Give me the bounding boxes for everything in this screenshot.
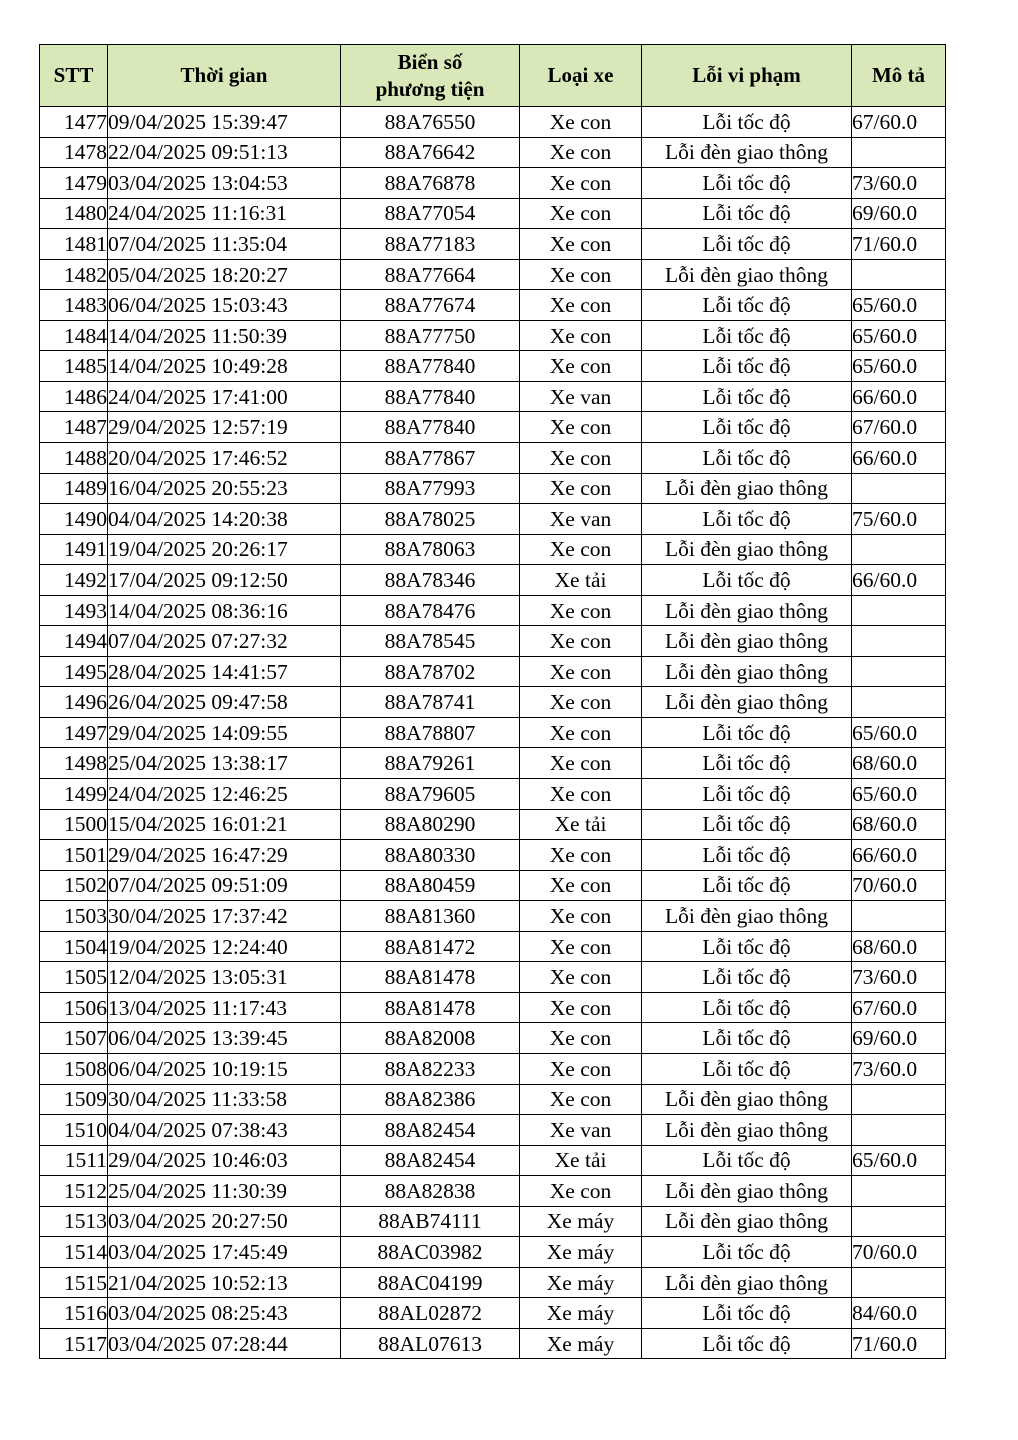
cell-description	[852, 1176, 946, 1207]
cell-description: 67/60.0	[852, 107, 946, 138]
cell-stt: 1489	[40, 473, 108, 504]
table-row	[40, 595, 946, 626]
table-row	[40, 1145, 946, 1176]
cell-description	[852, 1084, 946, 1115]
cell-vehicle-type: Xe con	[520, 931, 642, 962]
cell-violation: Lỗi đèn giao thông	[642, 1206, 852, 1237]
cell-vehicle-type: Xe con	[520, 962, 642, 993]
cell-vehicle-type: Xe con	[520, 656, 642, 687]
cell-time: 21/04/2025 10:52:13	[108, 1267, 341, 1298]
cell-time: 30/04/2025 11:33:58	[108, 1084, 341, 1115]
cell-stt: 1515	[40, 1267, 108, 1298]
cell-violation: Lỗi tốc độ	[642, 840, 852, 871]
cell-violation: Lỗi tốc độ	[642, 1328, 852, 1359]
cell-description: 69/60.0	[852, 198, 946, 229]
cell-violation: Lỗi đèn giao thông	[642, 687, 852, 718]
cell-time: 13/04/2025 11:17:43	[108, 992, 341, 1023]
cell-plate: 88A81478	[341, 992, 520, 1023]
cell-stt: 1513	[40, 1206, 108, 1237]
cell-vehicle-type: Xe con	[520, 1176, 642, 1207]
cell-description	[852, 534, 946, 565]
table-row	[40, 840, 946, 871]
cell-time: 03/04/2025 08:25:43	[108, 1298, 341, 1329]
cell-time: 20/04/2025 17:46:52	[108, 443, 341, 474]
cell-vehicle-type: Xe tải	[520, 1145, 642, 1176]
cell-time: 06/04/2025 13:39:45	[108, 1023, 341, 1054]
cell-vehicle-type: Xe con	[520, 687, 642, 718]
cell-plate: 88A77183	[341, 229, 520, 260]
cell-time: 29/04/2025 16:47:29	[108, 840, 341, 871]
cell-description	[852, 1267, 946, 1298]
cell-stt: 1483	[40, 290, 108, 321]
cell-description	[852, 1206, 946, 1237]
header-time: Thời gian	[108, 45, 341, 107]
cell-stt: 1495	[40, 656, 108, 687]
cell-time: 06/04/2025 15:03:43	[108, 290, 341, 321]
cell-time: 03/04/2025 20:27:50	[108, 1206, 341, 1237]
cell-description: 70/60.0	[852, 870, 946, 901]
cell-time: 12/04/2025 13:05:31	[108, 962, 341, 993]
cell-violation: Lỗi đèn giao thông	[642, 1176, 852, 1207]
cell-stt: 1517	[40, 1328, 108, 1359]
cell-time: 05/04/2025 18:20:27	[108, 259, 341, 290]
cell-vehicle-type: Xe con	[520, 198, 642, 229]
cell-stt: 1477	[40, 107, 108, 138]
cell-vehicle-type: Xe tải	[520, 565, 642, 596]
cell-stt: 1487	[40, 412, 108, 443]
cell-time: 24/04/2025 11:16:31	[108, 198, 341, 229]
table-header	[40, 45, 946, 107]
cell-stt: 1480	[40, 198, 108, 229]
cell-violation: Lỗi tốc độ	[642, 229, 852, 260]
header-plate	[341, 45, 520, 107]
table-row	[40, 748, 946, 779]
table-row	[40, 901, 946, 932]
cell-description: 84/60.0	[852, 1298, 946, 1329]
cell-violation: Lỗi tốc độ	[642, 351, 852, 382]
table-row	[40, 1267, 946, 1298]
cell-description: 69/60.0	[852, 1023, 946, 1054]
cell-plate: 88AC03982	[341, 1237, 520, 1268]
table-row	[40, 1084, 946, 1115]
table-row	[40, 198, 946, 229]
header-stt: STT	[40, 45, 108, 107]
table-row	[40, 1298, 946, 1329]
cell-description: 66/60.0	[852, 443, 946, 474]
cell-violation: Lỗi tốc độ	[642, 1298, 852, 1329]
cell-stt: 1478	[40, 137, 108, 168]
cell-violation: Lỗi tốc độ	[642, 717, 852, 748]
cell-vehicle-type: Xe con	[520, 1023, 642, 1054]
cell-violation: Lỗi tốc độ	[642, 809, 852, 840]
cell-time: 04/04/2025 07:38:43	[108, 1115, 341, 1146]
cell-violation: Lỗi tốc độ	[642, 504, 852, 535]
table-row	[40, 1237, 946, 1268]
cell-time: 28/04/2025 14:41:57	[108, 656, 341, 687]
cell-violation: Lỗi tốc độ	[642, 107, 852, 138]
cell-violation: Lỗi tốc độ	[642, 412, 852, 443]
cell-stt: 1501	[40, 840, 108, 871]
cell-vehicle-type: Xe van	[520, 504, 642, 535]
cell-time: 07/04/2025 07:27:32	[108, 626, 341, 657]
table-row	[40, 809, 946, 840]
cell-stt: 1499	[40, 779, 108, 810]
cell-violation: Lỗi tốc độ	[642, 320, 852, 351]
cell-time: 24/04/2025 17:41:00	[108, 381, 341, 412]
cell-stt: 1482	[40, 259, 108, 290]
cell-plate: 88A78025	[341, 504, 520, 535]
table-row	[40, 1115, 946, 1146]
cell-plate: 88A82454	[341, 1115, 520, 1146]
cell-violation: Lỗi tốc độ	[642, 1145, 852, 1176]
cell-stt: 1510	[40, 1115, 108, 1146]
cell-description: 65/60.0	[852, 779, 946, 810]
cell-time: 14/04/2025 10:49:28	[108, 351, 341, 382]
table-row	[40, 717, 946, 748]
table-row	[40, 473, 946, 504]
cell-violation: Lỗi đèn giao thông	[642, 534, 852, 565]
table-row	[40, 412, 946, 443]
table-row	[40, 168, 946, 199]
table-row	[40, 534, 946, 565]
cell-violation: Lỗi tốc độ	[642, 870, 852, 901]
cell-description: 68/60.0	[852, 931, 946, 962]
cell-stt: 1516	[40, 1298, 108, 1329]
cell-stt: 1493	[40, 595, 108, 626]
cell-plate: 88A78741	[341, 687, 520, 718]
cell-vehicle-type: Xe con	[520, 595, 642, 626]
table-row	[40, 1206, 946, 1237]
cell-violation: Lỗi tốc độ	[642, 779, 852, 810]
cell-description: 65/60.0	[852, 320, 946, 351]
table-row	[40, 1053, 946, 1084]
cell-vehicle-type: Xe máy	[520, 1206, 642, 1237]
cell-description: 66/60.0	[852, 565, 946, 596]
cell-stt: 1502	[40, 870, 108, 901]
cell-description: 66/60.0	[852, 381, 946, 412]
cell-violation: Lỗi đèn giao thông	[642, 1115, 852, 1146]
cell-vehicle-type: Xe con	[520, 992, 642, 1023]
table-row	[40, 962, 946, 993]
cell-stt: 1486	[40, 381, 108, 412]
cell-violation: Lỗi tốc độ	[642, 381, 852, 412]
table-row	[40, 107, 946, 138]
cell-violation: Lỗi tốc độ	[642, 1053, 852, 1084]
table-row	[40, 290, 946, 321]
cell-plate: 88A76642	[341, 137, 520, 168]
violations-table	[39, 44, 946, 1359]
cell-violation: Lỗi tốc độ	[642, 962, 852, 993]
cell-stt: 1492	[40, 565, 108, 596]
cell-stt: 1503	[40, 901, 108, 932]
cell-description: 75/60.0	[852, 504, 946, 535]
cell-vehicle-type: Xe con	[520, 137, 642, 168]
table-row	[40, 992, 946, 1023]
cell-time: 24/04/2025 12:46:25	[108, 779, 341, 810]
cell-time: 29/04/2025 14:09:55	[108, 717, 341, 748]
cell-stt: 1514	[40, 1237, 108, 1268]
cell-plate: 88A77054	[341, 198, 520, 229]
cell-description: 65/60.0	[852, 351, 946, 382]
cell-violation: Lỗi đèn giao thông	[642, 626, 852, 657]
header-row	[40, 45, 946, 107]
cell-time: 07/04/2025 09:51:09	[108, 870, 341, 901]
table-row	[40, 229, 946, 260]
cell-description	[852, 1115, 946, 1146]
table-row	[40, 1328, 946, 1359]
cell-vehicle-type: Xe con	[520, 107, 642, 138]
cell-plate: 88A78063	[341, 534, 520, 565]
cell-stt: 1500	[40, 809, 108, 840]
cell-time: 03/04/2025 07:28:44	[108, 1328, 341, 1359]
cell-plate: 88A82233	[341, 1053, 520, 1084]
cell-vehicle-type: Xe con	[520, 473, 642, 504]
cell-time: 17/04/2025 09:12:50	[108, 565, 341, 596]
table-row	[40, 870, 946, 901]
cell-stt: 1506	[40, 992, 108, 1023]
cell-vehicle-type: Xe con	[520, 779, 642, 810]
cell-plate: 88A77674	[341, 290, 520, 321]
cell-violation: Lỗi tốc độ	[642, 168, 852, 199]
cell-description: 71/60.0	[852, 1328, 946, 1359]
cell-time: 25/04/2025 13:38:17	[108, 748, 341, 779]
table-row	[40, 1023, 946, 1054]
cell-stt: 1494	[40, 626, 108, 657]
cell-vehicle-type: Xe máy	[520, 1298, 642, 1329]
cell-vehicle-type: Xe con	[520, 259, 642, 290]
cell-vehicle-type: Xe con	[520, 748, 642, 779]
cell-time: 09/04/2025 15:39:47	[108, 107, 341, 138]
cell-stt: 1491	[40, 534, 108, 565]
cell-time: 14/04/2025 08:36:16	[108, 595, 341, 626]
cell-time: 07/04/2025 11:35:04	[108, 229, 341, 260]
cell-vehicle-type: Xe con	[520, 717, 642, 748]
cell-vehicle-type: Xe con	[520, 290, 642, 321]
cell-time: 03/04/2025 13:04:53	[108, 168, 341, 199]
cell-time: 25/04/2025 11:30:39	[108, 1176, 341, 1207]
cell-stt: 1508	[40, 1053, 108, 1084]
cell-vehicle-type: Xe van	[520, 381, 642, 412]
cell-stt: 1497	[40, 717, 108, 748]
cell-vehicle-type: Xe con	[520, 351, 642, 382]
cell-plate: 88A81478	[341, 962, 520, 993]
cell-stt: 1490	[40, 504, 108, 535]
table-row	[40, 779, 946, 810]
table-row	[40, 687, 946, 718]
cell-violation: Lỗi đèn giao thông	[642, 137, 852, 168]
cell-violation: Lỗi đèn giao thông	[642, 473, 852, 504]
cell-description	[852, 656, 946, 687]
cell-violation: Lỗi tốc độ	[642, 290, 852, 321]
cell-vehicle-type: Xe con	[520, 168, 642, 199]
table-row	[40, 656, 946, 687]
cell-plate: 88A76878	[341, 168, 520, 199]
cell-violation: Lỗi tốc độ	[642, 1023, 852, 1054]
cell-violation: Lỗi đèn giao thông	[642, 901, 852, 932]
table-row	[40, 443, 946, 474]
cell-plate: 88A82454	[341, 1145, 520, 1176]
cell-time: 30/04/2025 17:37:42	[108, 901, 341, 932]
cell-description	[852, 687, 946, 718]
cell-vehicle-type: Xe tải	[520, 809, 642, 840]
cell-vehicle-type: Xe con	[520, 1053, 642, 1084]
cell-description: 70/60.0	[852, 1237, 946, 1268]
header-vehicle-type: Loại xe	[520, 45, 642, 107]
cell-description: 68/60.0	[852, 748, 946, 779]
cell-violation: Lỗi tốc độ	[642, 443, 852, 474]
table-row	[40, 320, 946, 351]
cell-description: 67/60.0	[852, 412, 946, 443]
cell-plate: 88A77993	[341, 473, 520, 504]
cell-plate: 88A80459	[341, 870, 520, 901]
cell-plate: 88A78702	[341, 656, 520, 687]
cell-description: 73/60.0	[852, 168, 946, 199]
cell-time: 15/04/2025 16:01:21	[108, 809, 341, 840]
cell-plate: 88AC04199	[341, 1267, 520, 1298]
cell-vehicle-type: Xe máy	[520, 1267, 642, 1298]
table-row	[40, 137, 946, 168]
cell-plate: 88A76550	[341, 107, 520, 138]
cell-vehicle-type: Xe máy	[520, 1237, 642, 1268]
table-row	[40, 931, 946, 962]
cell-stt: 1485	[40, 351, 108, 382]
cell-plate: 88A78476	[341, 595, 520, 626]
cell-description: 65/60.0	[852, 290, 946, 321]
cell-time: 29/04/2025 10:46:03	[108, 1145, 341, 1176]
cell-plate: 88A80290	[341, 809, 520, 840]
cell-plate: 88A77867	[341, 443, 520, 474]
cell-vehicle-type: Xe con	[520, 840, 642, 871]
cell-plate: 88A82386	[341, 1084, 520, 1115]
cell-violation: Lỗi đèn giao thông	[642, 656, 852, 687]
cell-time: 16/04/2025 20:55:23	[108, 473, 341, 504]
cell-plate: 88A78346	[341, 565, 520, 596]
cell-plate: 88A77664	[341, 259, 520, 290]
cell-plate: 88AB74111	[341, 1206, 520, 1237]
cell-stt: 1511	[40, 1145, 108, 1176]
cell-stt: 1481	[40, 229, 108, 260]
cell-description: 65/60.0	[852, 717, 946, 748]
cell-plate: 88A79261	[341, 748, 520, 779]
cell-plate: 88A77840	[341, 351, 520, 382]
cell-plate: 88A77750	[341, 320, 520, 351]
cell-vehicle-type: Xe con	[520, 320, 642, 351]
cell-stt: 1488	[40, 443, 108, 474]
cell-stt: 1496	[40, 687, 108, 718]
header-description: Mô tả	[852, 45, 946, 107]
cell-time: 04/04/2025 14:20:38	[108, 504, 341, 535]
cell-vehicle-type: Xe con	[520, 870, 642, 901]
table-row	[40, 351, 946, 382]
cell-time: 26/04/2025 09:47:58	[108, 687, 341, 718]
cell-description: 73/60.0	[852, 1053, 946, 1084]
cell-stt: 1498	[40, 748, 108, 779]
cell-plate: 88A77840	[341, 381, 520, 412]
cell-vehicle-type: Xe con	[520, 626, 642, 657]
table-row	[40, 1176, 946, 1207]
cell-violation: Lỗi đèn giao thông	[642, 259, 852, 290]
cell-vehicle-type: Xe con	[520, 534, 642, 565]
table-body	[40, 107, 946, 1359]
cell-vehicle-type: Xe van	[520, 1115, 642, 1146]
cell-description	[852, 626, 946, 657]
header-violation: Lỗi vi phạm	[642, 45, 852, 107]
table-row	[40, 259, 946, 290]
cell-violation: Lỗi đèn giao thông	[642, 1084, 852, 1115]
table-row	[40, 565, 946, 596]
header-plate-line2: phương tiện	[375, 76, 485, 101]
cell-violation: Lỗi đèn giao thông	[642, 595, 852, 626]
cell-time: 19/04/2025 20:26:17	[108, 534, 341, 565]
cell-description: 65/60.0	[852, 1145, 946, 1176]
cell-plate: 88A82838	[341, 1176, 520, 1207]
cell-plate: 88A78545	[341, 626, 520, 657]
cell-description	[852, 259, 946, 290]
cell-violation: Lỗi tốc độ	[642, 565, 852, 596]
table-row	[40, 381, 946, 412]
cell-stt: 1512	[40, 1176, 108, 1207]
cell-description	[852, 901, 946, 932]
cell-vehicle-type: Xe con	[520, 412, 642, 443]
cell-plate: 88A81472	[341, 931, 520, 962]
cell-vehicle-type: Xe máy	[520, 1328, 642, 1359]
cell-stt: 1507	[40, 1023, 108, 1054]
cell-plate: 88A79605	[341, 779, 520, 810]
cell-violation: Lỗi đèn giao thông	[642, 1267, 852, 1298]
header-plate-line1: Biển số	[397, 49, 463, 74]
cell-plate: 88AL02872	[341, 1298, 520, 1329]
cell-violation: Lỗi tốc độ	[642, 1237, 852, 1268]
cell-time: 14/04/2025 11:50:39	[108, 320, 341, 351]
cell-time: 19/04/2025 12:24:40	[108, 931, 341, 962]
cell-description: 73/60.0	[852, 962, 946, 993]
cell-vehicle-type: Xe con	[520, 229, 642, 260]
cell-plate: 88A78807	[341, 717, 520, 748]
cell-plate: 88A81360	[341, 901, 520, 932]
cell-stt: 1505	[40, 962, 108, 993]
cell-time: 06/04/2025 10:19:15	[108, 1053, 341, 1084]
cell-description: 67/60.0	[852, 992, 946, 1023]
cell-time: 22/04/2025 09:51:13	[108, 137, 341, 168]
cell-stt: 1504	[40, 931, 108, 962]
cell-description	[852, 473, 946, 504]
cell-vehicle-type: Xe con	[520, 1084, 642, 1115]
cell-violation: Lỗi tốc độ	[642, 198, 852, 229]
cell-violation: Lỗi tốc độ	[642, 748, 852, 779]
cell-vehicle-type: Xe con	[520, 901, 642, 932]
cell-time: 03/04/2025 17:45:49	[108, 1237, 341, 1268]
cell-violation: Lỗi tốc độ	[642, 992, 852, 1023]
cell-stt: 1479	[40, 168, 108, 199]
table-row	[40, 504, 946, 535]
cell-plate: 88A77840	[341, 412, 520, 443]
cell-plate: 88AL07613	[341, 1328, 520, 1359]
cell-stt: 1509	[40, 1084, 108, 1115]
cell-description: 71/60.0	[852, 229, 946, 260]
cell-description: 68/60.0	[852, 809, 946, 840]
cell-plate: 88A80330	[341, 840, 520, 871]
cell-plate: 88A82008	[341, 1023, 520, 1054]
cell-vehicle-type: Xe con	[520, 443, 642, 474]
cell-description: 66/60.0	[852, 840, 946, 871]
cell-time: 29/04/2025 12:57:19	[108, 412, 341, 443]
cell-description	[852, 137, 946, 168]
table-row	[40, 626, 946, 657]
cell-description	[852, 595, 946, 626]
cell-stt: 1484	[40, 320, 108, 351]
cell-violation: Lỗi tốc độ	[642, 931, 852, 962]
